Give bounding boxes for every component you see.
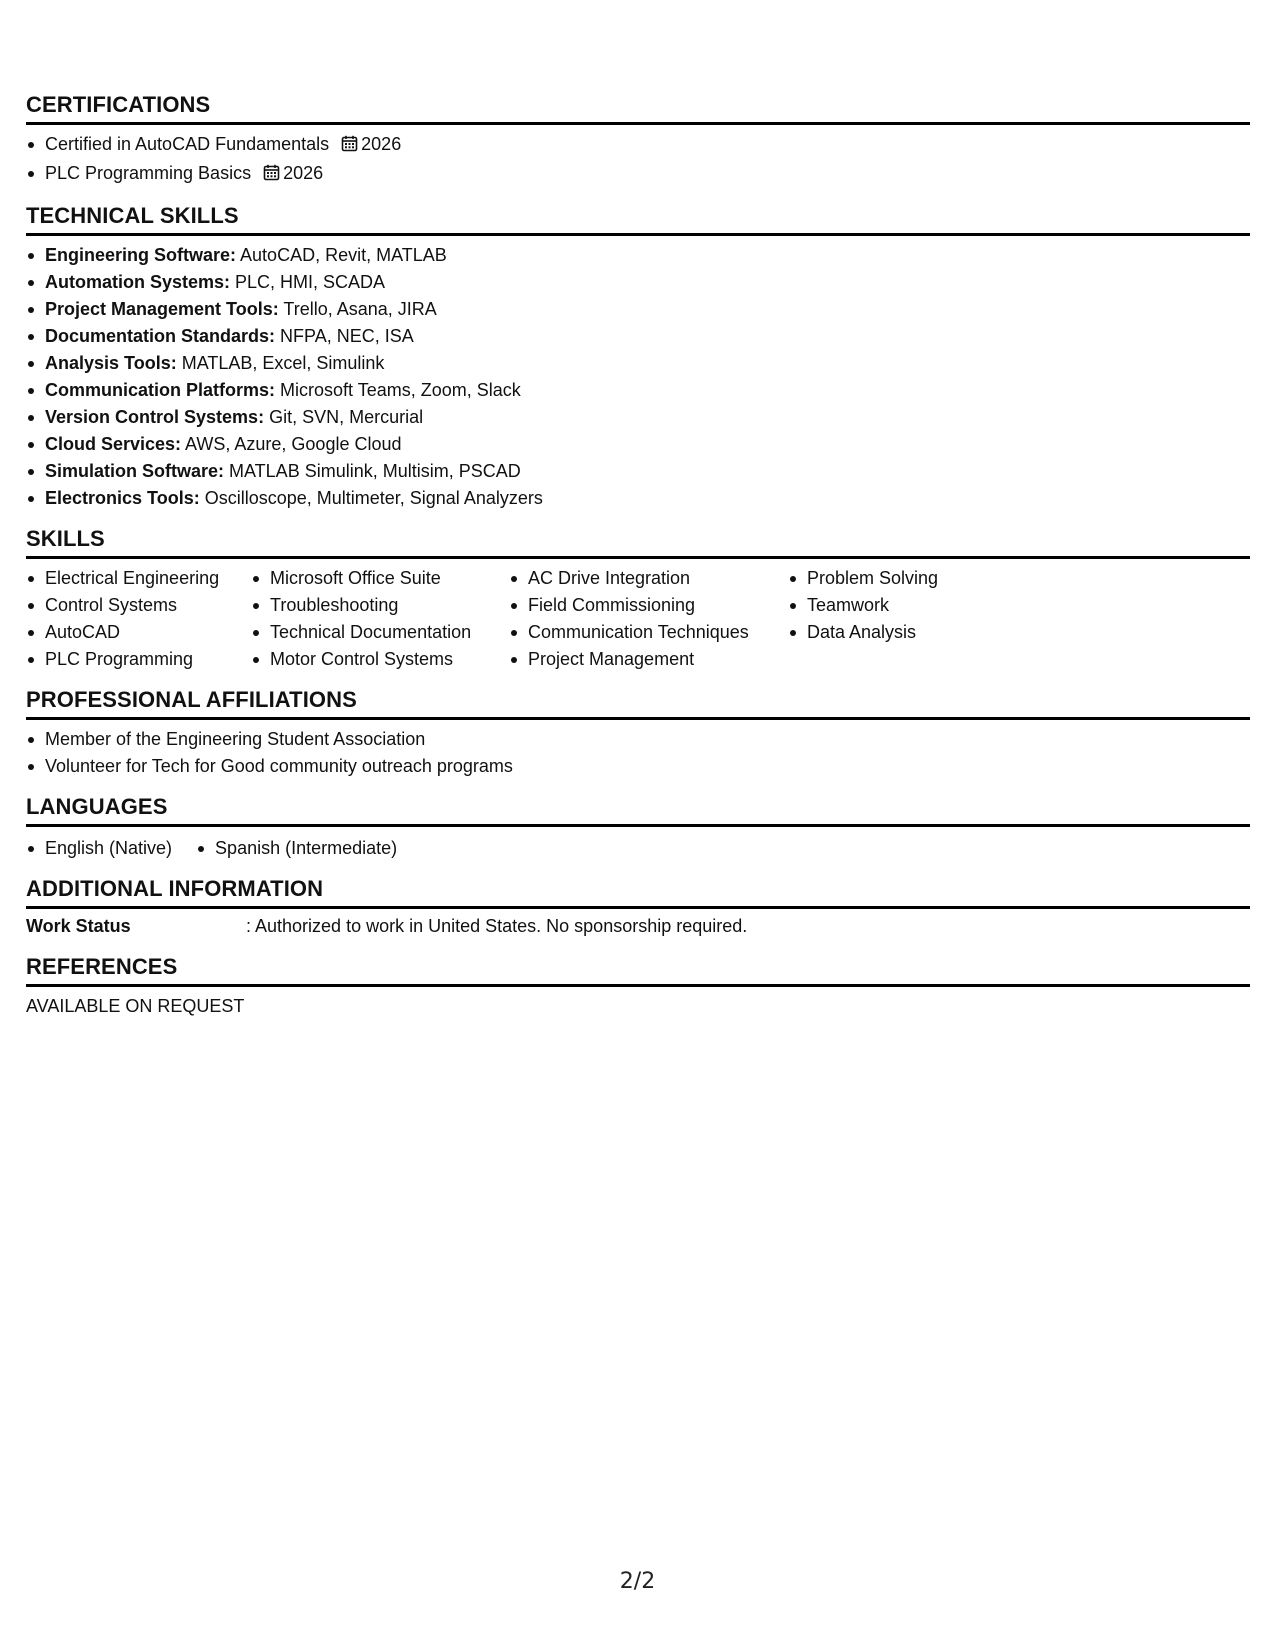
skill-item: Teamwork (788, 592, 1008, 619)
additional-info-section (26, 876, 1250, 940)
skill-item: PLC Programming (26, 646, 251, 673)
certification-year: 2026 (361, 134, 402, 154)
skill-item: Problem Solving (788, 565, 1008, 592)
technical-skill-item (26, 350, 1250, 377)
technical-skill-value: Git, SVN, Mercurial (264, 407, 424, 427)
technical-skill-label: Cloud Services: (45, 434, 182, 454)
technical-skill-value: NFPA, NEC, ISA (275, 326, 414, 346)
technical-skill-value: MATLAB Simulink, Multisim, PSCAD (224, 461, 521, 481)
affiliations-list (26, 726, 1250, 780)
certification-year: 2026 (283, 163, 324, 183)
technical-skill-item (26, 458, 1250, 485)
section-title-additional-info: ADDITIONAL INFORMATION (26, 876, 1250, 909)
page-number: 2/2 (619, 1569, 656, 1594)
section-title-skills: SKILLS (26, 526, 1250, 559)
work-status-label: Work Status (26, 916, 131, 936)
section-title-affiliations: PROFESSIONAL AFFILIATIONS (26, 687, 1250, 720)
skill-item: Communication Techniques (509, 619, 788, 646)
technical-skill-label: Communication Platforms: (45, 380, 276, 400)
section-title-languages: LANGUAGES (26, 794, 1250, 827)
certification-name: PLC Programming Basics (45, 163, 252, 183)
skill-item: Motor Control Systems (251, 646, 509, 673)
technical-skill-item (26, 431, 1250, 458)
resume-content (26, 92, 1250, 1020)
skill-item: Data Analysis (788, 619, 1008, 646)
technical-skill-label: Project Management Tools: (45, 299, 279, 319)
technical-skill-item (26, 404, 1250, 431)
affiliation-item: Member of the Engineering Student Association (26, 726, 1250, 753)
certifications-list (26, 131, 1250, 189)
technical-skill-value: PLC, HMI, SCADA (230, 272, 386, 292)
technical-skill-label: Electronics Tools: (45, 488, 200, 508)
language-item: Spanish (Intermediate) (196, 835, 397, 862)
skill-item: Microsoft Office Suite (251, 565, 509, 592)
technical-skill-item (26, 377, 1250, 404)
certification-item (26, 131, 1250, 160)
technical-skill-label: Analysis Tools: (45, 353, 177, 373)
references-section (26, 954, 1250, 1020)
affiliations-section (26, 687, 1250, 780)
skill-item: AutoCAD (26, 619, 251, 646)
technical-skill-value: Microsoft Teams, Zoom, Slack (275, 380, 521, 400)
certification-item (26, 160, 1250, 189)
technical-skill-label: Engineering Software: (45, 245, 237, 265)
technical-skill-value: Trello, Asana, JIRA (278, 299, 437, 319)
calendar-icon (263, 162, 280, 189)
skill-item: Control Systems (26, 592, 251, 619)
technical-skill-item (26, 242, 1250, 269)
technical-skill-item (26, 323, 1250, 350)
technical-skill-item (26, 296, 1250, 323)
section-title-certifications: CERTIFICATIONS (26, 92, 1250, 125)
skills-column (788, 565, 1008, 673)
languages-list (26, 835, 1250, 862)
references-text: AVAILABLE ON REQUEST (26, 996, 245, 1016)
technical-skill-label: Automation Systems: (45, 272, 231, 292)
technical-skill-value: MATLAB, Excel, Simulink (176, 353, 385, 373)
technical-skill-label: Version Control Systems: (45, 407, 265, 427)
skill-item: AC Drive Integration (509, 565, 788, 592)
section-title-references: REFERENCES (26, 954, 1250, 987)
calendar-icon (341, 133, 358, 160)
technical-skill-label: Simulation Software: (45, 461, 225, 481)
work-status-row (26, 913, 1250, 940)
language-item: English (Native) (26, 835, 172, 862)
skill-item: Field Commissioning (509, 592, 788, 619)
work-status-value: : Authorized to work in United States. No sponsorship required. (246, 916, 748, 936)
languages-section (26, 794, 1250, 862)
technical-skill-item (26, 485, 1250, 512)
technical-skills-list (26, 242, 1250, 512)
skills-grid (26, 565, 1250, 673)
technical-skill-value: AWS, Azure, Google Cloud (181, 434, 402, 454)
technical-skill-value: AutoCAD, Revit, MATLAB (236, 245, 447, 265)
affiliation-item: Volunteer for Tech for Good community outreach programs (26, 753, 1250, 780)
technical-skill-value: Oscilloscope, Multimeter, Signal Analyzers (199, 488, 543, 508)
skill-item: Electrical Engineering (26, 565, 251, 592)
technical-skill-label: Documentation Standards: (45, 326, 276, 346)
technical-skills-section (26, 203, 1250, 512)
skills-section (26, 526, 1250, 673)
certification-name: Certified in AutoCAD Fundamentals (45, 134, 330, 154)
skill-item: Technical Documentation (251, 619, 509, 646)
certifications-section (26, 92, 1250, 189)
skills-column (509, 565, 788, 673)
skill-item: Project Management (509, 646, 788, 673)
skills-column (26, 565, 251, 673)
skills-column (251, 565, 509, 673)
section-title-technical-skills: TECHNICAL SKILLS (26, 203, 1250, 236)
skill-item: Troubleshooting (251, 592, 509, 619)
technical-skill-item (26, 269, 1250, 296)
